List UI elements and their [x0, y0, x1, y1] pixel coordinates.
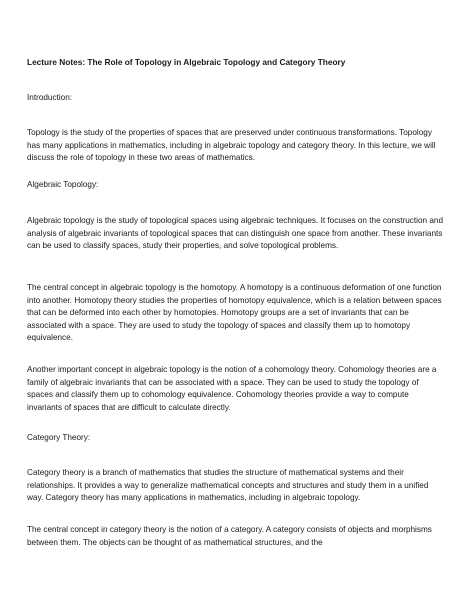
category-theory-heading: Category Theory:: [27, 433, 91, 442]
introduction-heading: Introduction:: [27, 93, 73, 102]
category-theory-paragraph: Category theory is a branch of mathematics that studies the structure of mathematical systems and their relationships. It provides a way to generalize mathematical concepts and structures and study them in a unified way. Category theory has many applications in mathematics, including in algebraic topology.: [27, 468, 429, 502]
introduction-paragraph: Topology is the study of the properties of spaces that are preserved under continuous transformations. Topology has many applications in mathematics, including in algebraic topology and category theory. In this lecture, we will discuss the role of topology in these two areas of mathematics.: [27, 128, 436, 162]
algebraic-topology-paragraph: Algebraic topology is the study of topological spaces using algebraic techniques. It focuses on the construction and analysis of algebraic invariants of topological spaces that can distinguish one space from another. These invariants can be used to classify spaces, study their properties, and solve topological problems.: [27, 216, 443, 250]
cohomology-paragraph: Another important concept in algebraic topology is the notion of a cohomology theory. Cohomology theories are a family of algebraic invariants that can be associated with a space. They can be used to study the topology of spaces and classify them up to cohomology equivalence. Cohomology theories provide a way to compute invariants of spaces that are difficult to calculate directly.: [27, 365, 437, 412]
algebraic-topology-heading: Algebraic Topology:: [27, 180, 99, 189]
category-concept-paragraph: The central concept in category theory is the notion of a category. A category consists of objects and morphisms between them. The objects can be thought of as mathematical structures, and the: [27, 525, 432, 547]
homotopy-paragraph: The central concept in algebraic topology is the homotopy. A homotopy is a continuous deformation of one function into another. Homotopy theory studies the properties of homotopy equivalence, which is a relation between spaces that can be deformed into each other by homotopies. Homotopy groups are a set of invariants that can be associated with a space. They are used to study the topology of spaces and classify them up to homotopy equivalence.: [27, 283, 442, 342]
document-title: Lecture Notes: The Role of Topology in Algebraic Topology and Category Theory: [27, 57, 346, 67]
